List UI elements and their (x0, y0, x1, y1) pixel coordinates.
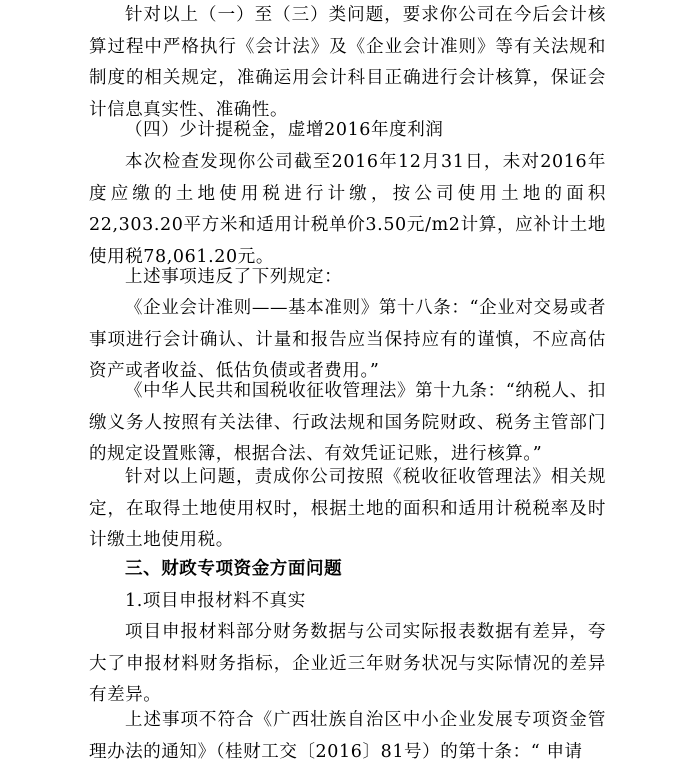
paragraph-application-discrepancy: 项目申报材料部分财务数据与公司实际报表数据有差异，夸大了申报材料财务指标，企业近三年财务状况与实际情况的差异有差异。 (89, 622, 606, 706)
paragraph-corrective-requirement: 针对以上（一）至（三）类问题，要求你公司在今后会计核算过程中严格执行《会计法》及《企业会计准则》等有关法规和制度的相关规定，准确运用会计科目正确进行会计核算，保证会计信息真实性、准确性。 (89, 5, 606, 120)
paragraph-accounting-standard-article: 《企业会计准则——基本准则》第十八条：“企业对交易或者事项进行会计确认、计量和报告应当保持应有的谨慎，不应高估资产或者收益、低估负债或者费用。” (89, 298, 606, 382)
paragraph-land-use-tax-finding: 本次检查发现你公司截至2016年12月31日，未对2016年度应缴的土地使用税进行计缴，按公司使用土地的面积22,303.20平方米和适用计税单价3.50元/m2计算，应补计土地使用税78,061.20元。 (89, 152, 606, 267)
paragraph-tax-corrective-order: 针对以上问题，责成你公司按照《税收征收管理法》相关规定，在取得土地使用权时，根据土地的面积和适用计税税率及时计缴土地使用税。 (89, 467, 606, 551)
section-heading-special-funds: 三、财政专项资金方面问题 (125, 559, 343, 579)
subheading-false-application-materials: 1.项目申报材料不真实 (125, 591, 306, 611)
section-heading-tax-underprovision: （四）少计提税金，虚增2016年度利润 (125, 120, 444, 140)
paragraph-fund-regulation-violation: 上述事项不符合《广西壮族自治区中小企业发展专项资金管理办法的通知》（桂财工交〔2016〕81号）的第十条：“ 申请 (89, 710, 606, 762)
paragraph-violated-regulations-intro: 上述事项违反了下列规定： (125, 267, 343, 287)
paragraph-tax-law-article: 《中华人民共和国税收征收管理法》第十九条：“纳税人、扣缴义务人按照有关法律、行政法规和国务院财政、税务主管部门的规定设置账簿，根据合法、有效凭证记账，进行核算。” (89, 381, 606, 465)
